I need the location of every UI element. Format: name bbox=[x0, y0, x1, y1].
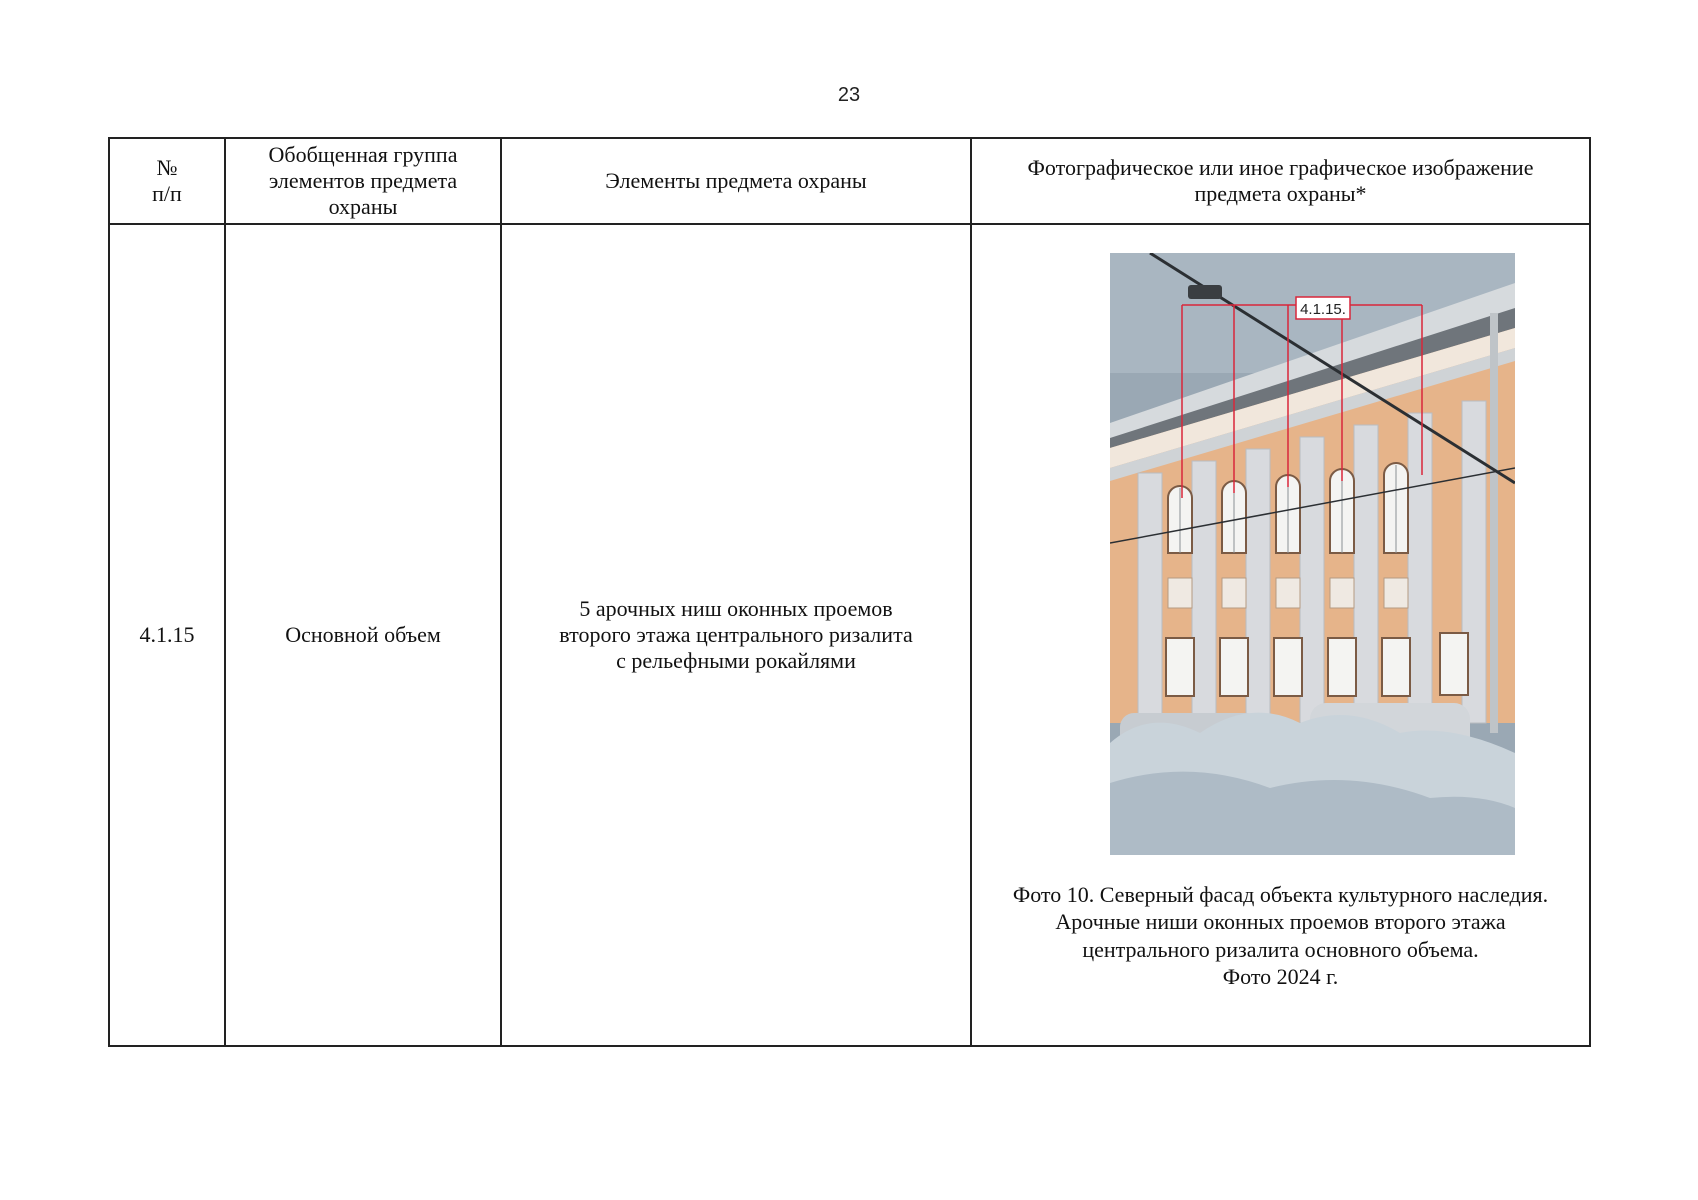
protection-table bbox=[108, 137, 1591, 1047]
row-num: 4.1.15 bbox=[109, 224, 225, 1046]
row-group: Основной объем bbox=[225, 224, 501, 1046]
header-photo: Фотографическое или иное графическое изображение предмета охраны* bbox=[971, 138, 1590, 224]
caption-line: Фото 10. Северный фасад объекта культурного наследия. bbox=[1012, 882, 1549, 907]
header-group: Обобщенная группа элементов предмета охраны bbox=[225, 138, 501, 224]
photo-label: 4.1.15. bbox=[1300, 301, 1346, 318]
header-num: № п/п bbox=[109, 138, 225, 224]
table-header-row bbox=[109, 138, 1590, 224]
facade-photo bbox=[1110, 253, 1515, 855]
header-elements: Элементы предмета охраны bbox=[501, 138, 971, 224]
page-number: 23 bbox=[837, 84, 861, 106]
caption-line: центрального ризалита основного объема. bbox=[1082, 936, 1479, 962]
row-photo-cell bbox=[971, 224, 1590, 1046]
row-elements: 5 арочных ниш оконных проемов второго этажа центрального ризалита с рельефными рокайлями bbox=[501, 224, 971, 1046]
caption-line: Фото 2024 г. bbox=[1222, 963, 1339, 989]
photo-caption bbox=[972, 881, 1589, 990]
table-row bbox=[109, 224, 1590, 1046]
caption-line: Арочные ниши оконных проемов второго этажа bbox=[1055, 909, 1506, 935]
